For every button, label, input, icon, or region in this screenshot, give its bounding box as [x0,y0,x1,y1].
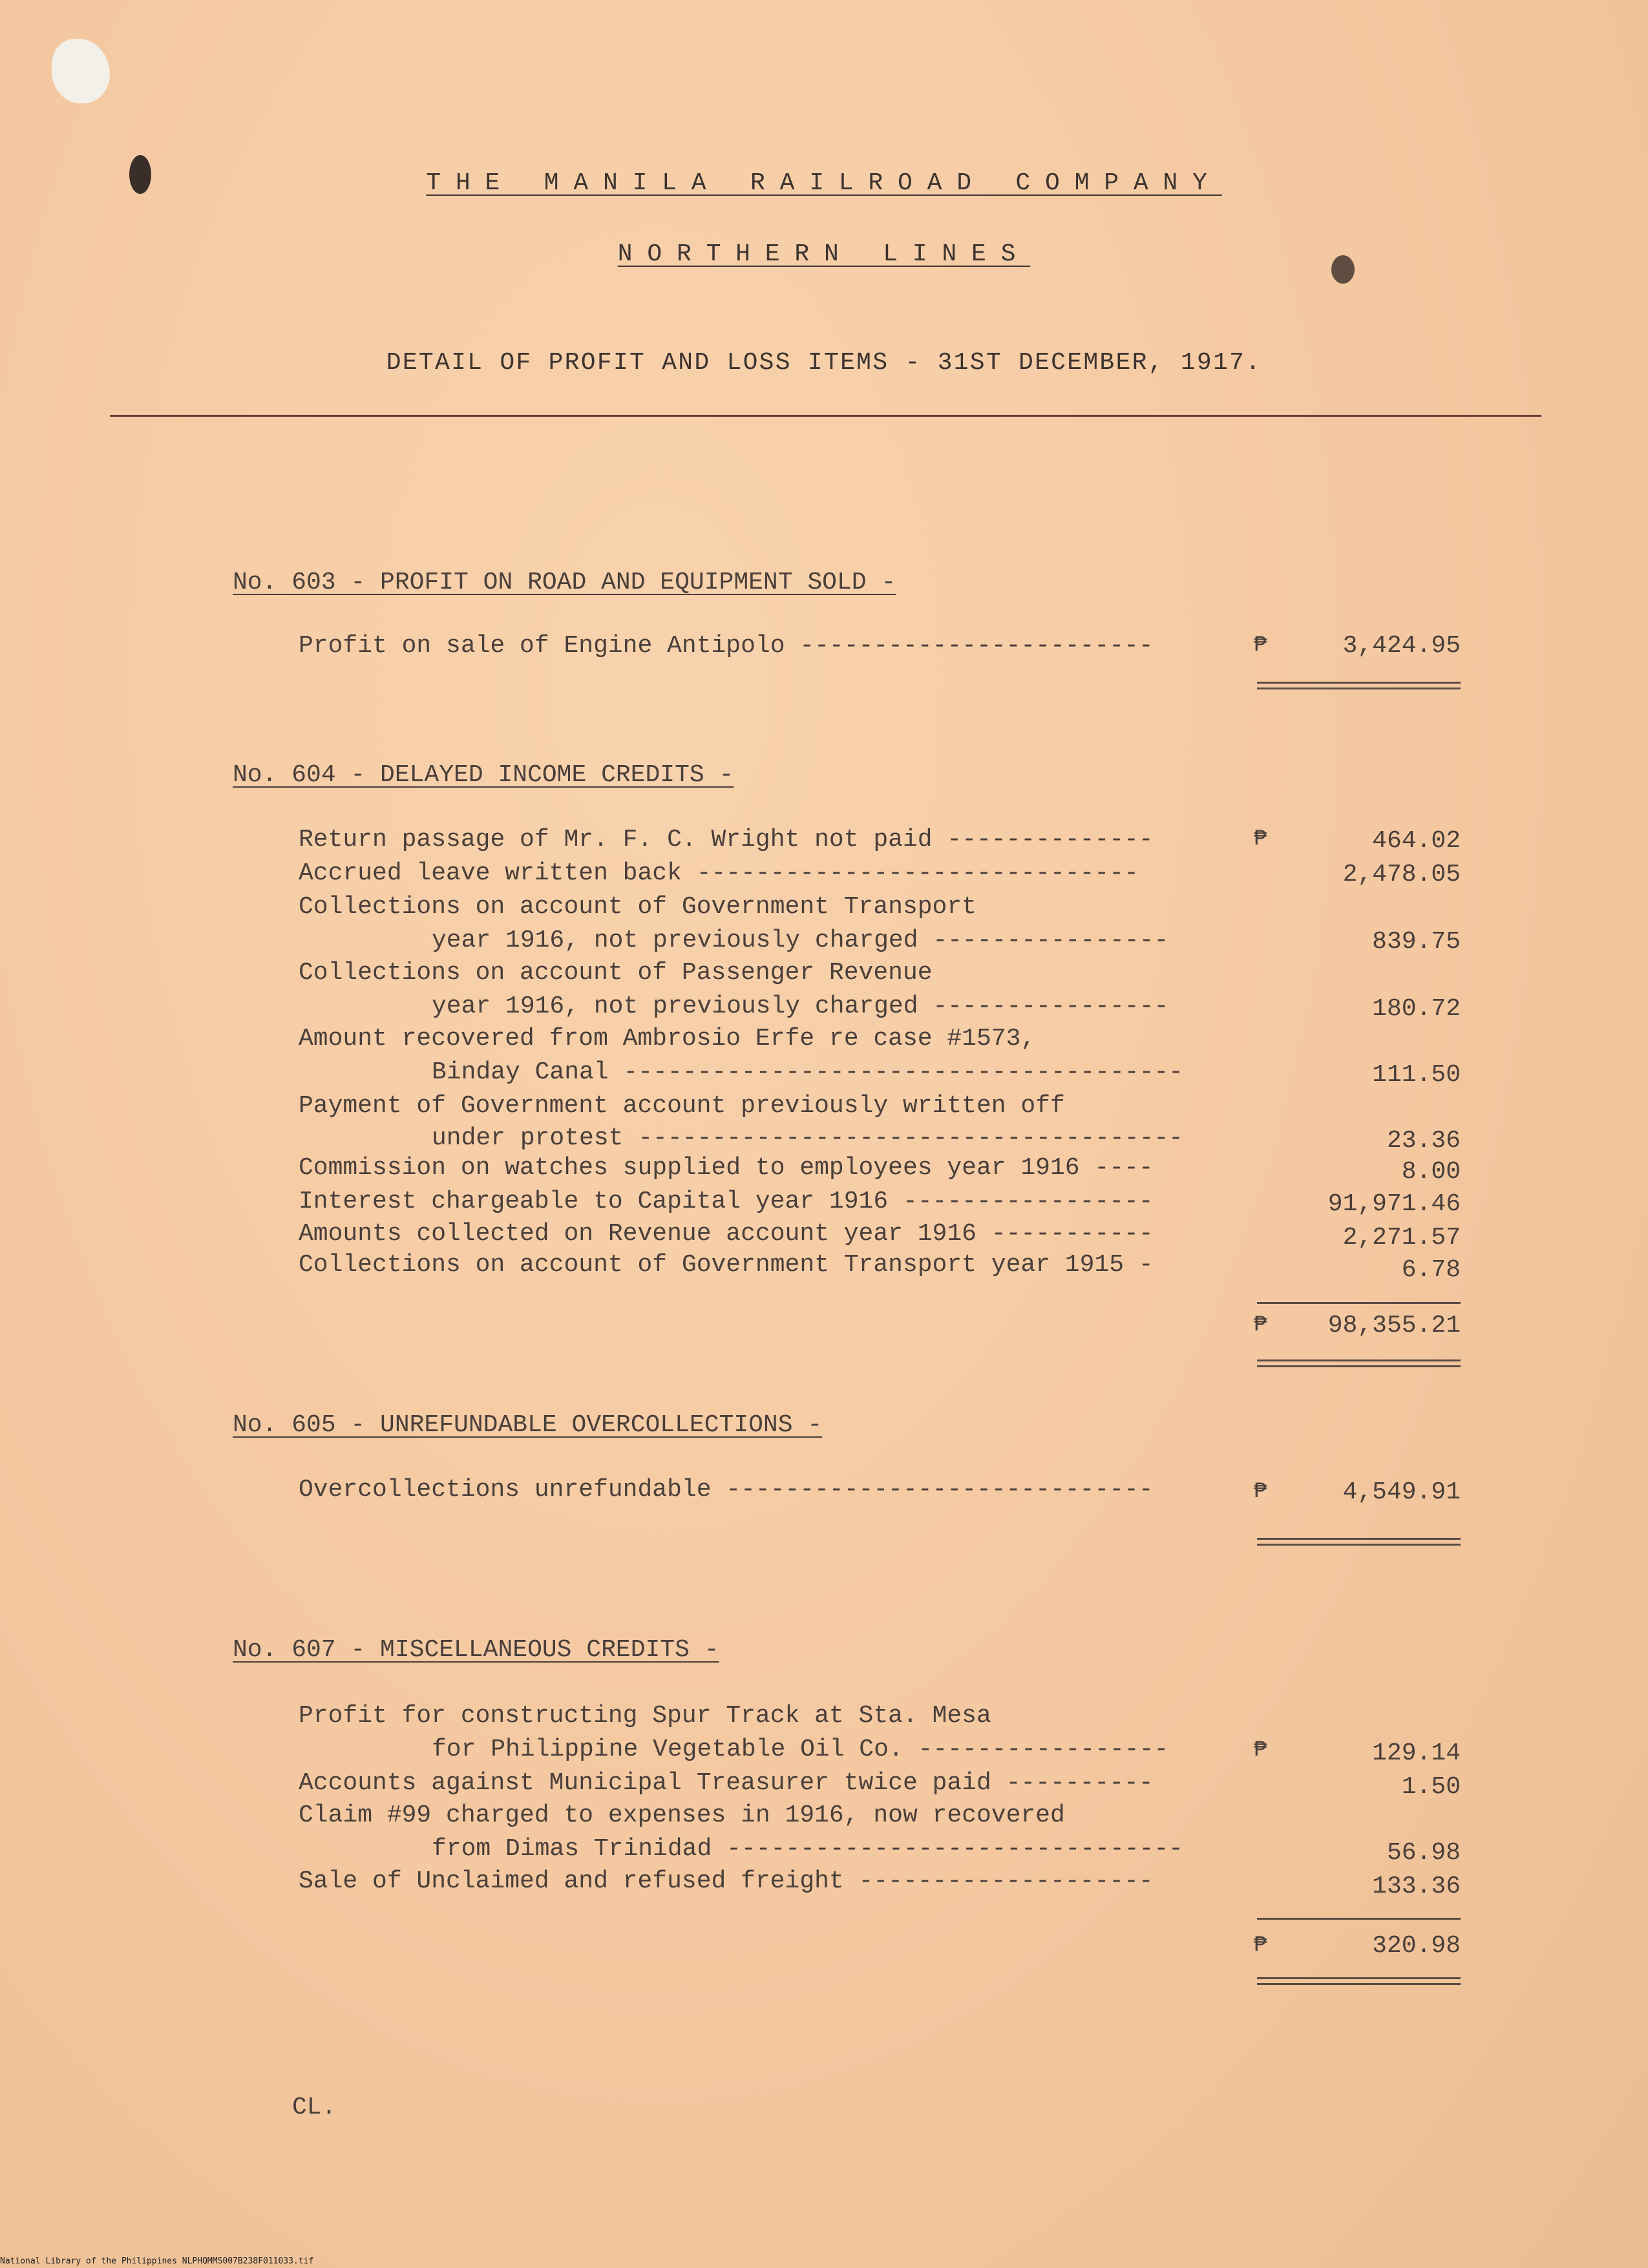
scan-footer: National Library of the Philippines NLPHQMMS007B238F011033.tif [0,2256,314,2266]
line-item-amount: 2,271.57 [1342,1224,1461,1252]
line-item-text: Return passage of Mr. F. C. Wright not paid -------------- [299,826,1154,854]
line-item-amount: 839.75 [1372,928,1461,956]
line-item-text: Collections on account of Government Transport year 1915 - [299,1251,1154,1279]
line-item-text: Commission on watches supplied to employees year 1916 ---- [299,1154,1154,1182]
double-underline [1257,1977,1461,1985]
line-item-text: Amount recovered from Ambrosio Erfe re case #1573, [299,1025,1036,1053]
line-item-text: Payment of Government account previously written off [299,1092,1065,1120]
line-item-text: Interest chargeable to Capital year 1916 ----------------- [299,1188,1154,1215]
line-item-text: Collections on account of Passenger Revenue [299,959,933,987]
double-underline [1257,1360,1461,1367]
line-item-amount: 3,424.95 [1342,632,1461,660]
line-item-continuation: from Dimas Trinidad ------------------------------- [432,1835,1183,1863]
line-item-amount: 6.78 [1401,1256,1461,1284]
division-title: NORTHERN LINES [617,240,1031,268]
double-underline [1257,1538,1461,1546]
peso-sign: ₱ [1254,633,1267,658]
peso-sign: ₱ [1254,1738,1267,1763]
typist-initials: CL. [292,2094,337,2121]
line-item-text: Amounts collected on Revenue account year 1916 ----------- [299,1220,1154,1248]
line-item-text: Overcollections unrefundable ----------------------------- [299,1476,1154,1504]
line-item-text: Accrued leave written back ------------------------------ [299,859,1139,887]
peso-sign: ₱ [1254,1480,1267,1504]
line-item-continuation: Binday Canal -------------------------------------- [432,1058,1183,1086]
line-item-text: Collections on account of Government Transport [299,893,977,921]
line-item-amount: 133.36 [1372,1873,1461,1900]
line-item-text: Sale of Unclaimed and refused freight -------------------- [299,1867,1154,1895]
line-item-amount: 129.14 [1372,1739,1461,1767]
line-item-text: Claim #99 charged to expenses in 1916, now recovered [299,1801,1065,1829]
line-item-amount: 23.36 [1386,1127,1461,1155]
line-item-amount: 111.50 [1372,1061,1461,1089]
section-heading-604: No. 604 - DELAYED INCOME CREDITS - [233,761,734,789]
paper-tear [52,39,110,103]
line-item-amount: 180.72 [1372,995,1461,1023]
line-item-amount: 56.98 [1386,1839,1461,1867]
section-total: 98,355.21 [1327,1312,1461,1339]
line-item-amount: 8.00 [1401,1158,1461,1186]
line-item-text: Accounts against Municipal Treasurer twice paid ---------- [299,1769,1154,1797]
section-heading-603: No. 603 - PROFIT ON ROAD AND EQUIPMENT SOLD - [233,569,896,596]
peso-sign: ₱ [1254,827,1267,852]
line-item-continuation: year 1916, not previously charged ---------------- [432,927,1169,954]
line-item-text: Profit on sale of Engine Antipolo ------------------------ [299,632,1154,660]
header-rule [110,415,1541,417]
line-item-amount: 91,971.46 [1327,1190,1461,1218]
line-item-amount: 2,478.05 [1342,861,1461,888]
peso-sign: ₱ [1254,1313,1267,1338]
section-heading-605: No. 605 - UNREFUNDABLE OVERCOLLECTIONS - [233,1411,823,1439]
line-item-continuation: year 1916, not previously charged ---------------- [432,992,1169,1020]
line-item-continuation: for Philippine Vegetable Oil Co. ----------------- [432,1736,1169,1763]
company-title: THE MANILA RAILROAD COMPANY [426,169,1222,197]
line-item-amount: 1.50 [1401,1773,1461,1801]
section-heading-607: No. 607 - MISCELLANEOUS CREDITS - [233,1636,719,1664]
line-item-amount: 4,549.91 [1342,1478,1461,1506]
subtotal-rule [1257,1918,1461,1920]
line-item-amount: 464.02 [1372,827,1461,855]
document-subtitle: DETAIL OF PROFIT AND LOSS ITEMS - 31ST DECEMBER, 1917. [386,349,1262,377]
section-total: 320.98 [1372,1932,1461,1960]
line-item-text: Profit for constructing Spur Track at Sta. Mesa [299,1702,991,1730]
subtotal-rule [1257,1302,1461,1304]
line-item-continuation: under protest ------------------------------------- [432,1124,1183,1152]
peso-sign: ₱ [1254,1933,1267,1958]
double-underline [1257,682,1461,689]
